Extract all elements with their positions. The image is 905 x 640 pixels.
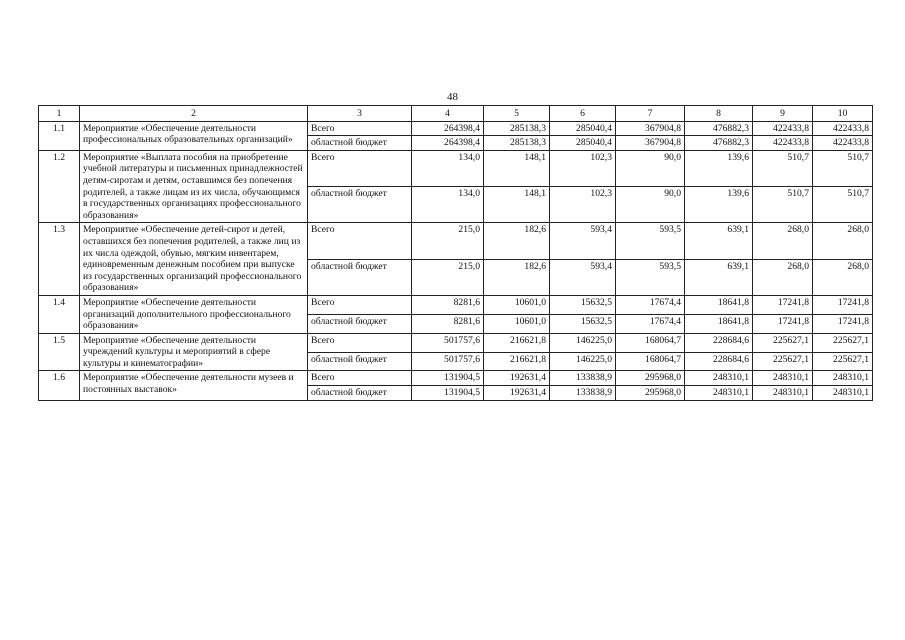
table-row [39,223,873,259]
activity-name-cell: Мероприятие «Обеспечение деятельности музеев и постоянных выставок» [80,371,308,400]
row-number-cell: 1.2 [39,150,80,223]
amount-cell: 593,4 [550,259,616,295]
amount-cell: 285138,3 [484,121,550,136]
column-header: 4 [412,106,484,122]
amount-cell: 248310,1 [685,386,753,401]
amount-cell: 248310,1 [753,371,813,386]
amount-cell: 422433,8 [753,121,813,136]
amount-cell: 102,3 [550,150,616,186]
row-number-cell: 1.1 [39,121,80,150]
amount-cell: 268,0 [753,223,813,259]
amount-cell: 215,0 [412,259,484,295]
amount-cell: 264398,4 [412,121,484,136]
amount-cell: 146225,0 [550,333,616,352]
amount-cell: 225627,1 [753,352,813,371]
budget-table [38,105,873,401]
amount-cell: 248310,1 [813,371,873,386]
amount-cell: 264398,4 [412,136,484,151]
column-header: 3 [308,106,412,122]
amount-cell: 15632,5 [550,295,616,314]
amount-cell: 90,0 [616,187,685,223]
amount-cell: 8281,6 [412,295,484,314]
amount-cell: 248310,1 [753,386,813,401]
funding-source-cell: Всего [308,371,412,386]
amount-cell: 225627,1 [813,352,873,371]
amount-cell: 248310,1 [685,371,753,386]
amount-cell: 295968,0 [616,386,685,401]
amount-cell: 422433,8 [813,121,873,136]
amount-cell: 639,1 [685,259,753,295]
amount-cell: 148,1 [484,187,550,223]
amount-cell: 102,3 [550,187,616,223]
amount-cell: 17241,8 [813,295,873,314]
table-row [39,371,873,386]
activity-name-cell: Мероприятие «Выплата пособия на приобретение учебной литературы и письменных принадлежностей детям-сиротам и детям, оставшимся без попечения родителей, а также лицам из их числа, обучающимся в государственных организациях профессионального образования» [80,150,308,223]
row-number-cell: 1.5 [39,333,80,371]
amount-cell: 295968,0 [616,371,685,386]
amount-cell: 148,1 [484,150,550,186]
activity-name-cell: Мероприятие «Обеспечение детей-сирот и детей, оставшихся без попечения родителей, а также лиц из их числа одеждой, обувью, мягким инвентарем, единовременным денежным пособием при выпуске из государственных организаций профессионального образования» [80,223,308,296]
amount-cell: 422433,8 [813,136,873,151]
amount-cell: 133838,9 [550,371,616,386]
column-header: 2 [80,106,308,122]
amount-cell: 216621,8 [484,352,550,371]
amount-cell: 248310,1 [813,386,873,401]
funding-source-cell: Всего [308,223,412,259]
amount-cell: 131904,5 [412,386,484,401]
amount-cell: 134,0 [412,150,484,186]
amount-cell: 367904,8 [616,121,685,136]
amount-cell: 168064,7 [616,333,685,352]
amount-cell: 225627,1 [753,333,813,352]
amount-cell: 17241,8 [753,314,813,333]
funding-source-cell: Всего [308,121,412,136]
amount-cell: 146225,0 [550,352,616,371]
row-number-cell: 1.6 [39,371,80,400]
column-header: 5 [484,106,550,122]
amount-cell: 8281,6 [412,314,484,333]
amount-cell: 139,6 [685,150,753,186]
amount-cell: 285040,4 [550,121,616,136]
amount-cell: 510,7 [813,187,873,223]
activity-name-cell: Мероприятие «Обеспечение деятельности учреждений культуры и мероприятий в сфере культуры и кинематографии» [80,333,308,371]
funding-source-cell: Всего [308,295,412,314]
amount-cell: 501757,6 [412,352,484,371]
amount-cell: 593,5 [616,259,685,295]
funding-source-cell: областной бюджет [308,136,412,151]
amount-cell: 228684,6 [685,333,753,352]
amount-cell: 228684,6 [685,352,753,371]
amount-cell: 15632,5 [550,314,616,333]
amount-cell: 182,6 [484,259,550,295]
amount-cell: 168064,7 [616,352,685,371]
amount-cell: 182,6 [484,223,550,259]
column-header: 10 [813,106,873,122]
amount-cell: 268,0 [813,223,873,259]
table-header-row [39,106,873,122]
page-number: 48 [447,91,458,103]
amount-cell: 639,1 [685,223,753,259]
amount-cell: 593,4 [550,223,616,259]
column-header: 8 [685,106,753,122]
amount-cell: 18641,8 [685,314,753,333]
amount-cell: 18641,8 [685,295,753,314]
funding-source-cell: Всего [308,150,412,186]
amount-cell: 422433,8 [753,136,813,151]
table-row [39,295,873,314]
amount-cell: 215,0 [412,223,484,259]
amount-cell: 501757,6 [412,333,484,352]
table-row [39,150,873,186]
table-row [39,333,873,352]
amount-cell: 510,7 [753,150,813,186]
amount-cell: 476882,3 [685,121,753,136]
amount-cell: 192631,4 [484,386,550,401]
amount-cell: 216621,8 [484,333,550,352]
amount-cell: 10601,0 [484,295,550,314]
funding-source-cell: областной бюджет [308,187,412,223]
row-number-cell: 1.3 [39,223,80,296]
amount-cell: 131904,5 [412,371,484,386]
amount-cell: 17241,8 [753,295,813,314]
column-header: 7 [616,106,685,122]
funding-source-cell: областной бюджет [308,314,412,333]
amount-cell: 10601,0 [484,314,550,333]
activity-name-cell: Мероприятие «Обеспечение деятельности профессиональных образовательных организаций» [80,121,308,150]
table-row [39,121,873,136]
amount-cell: 225627,1 [813,333,873,352]
amount-cell: 367904,8 [616,136,685,151]
amount-cell: 510,7 [813,150,873,186]
amount-cell: 17241,8 [813,314,873,333]
amount-cell: 133838,9 [550,386,616,401]
row-number-cell: 1.4 [39,295,80,333]
activity-name-cell: Мероприятие «Обеспечение деятельности организаций дополнительного профессионального образования» [80,295,308,333]
amount-cell: 17674,4 [616,314,685,333]
funding-source-cell: областной бюджет [308,259,412,295]
column-header: 1 [39,106,80,122]
amount-cell: 90,0 [616,150,685,186]
amount-cell: 17674,4 [616,295,685,314]
amount-cell: 285040,4 [550,136,616,151]
column-header: 6 [550,106,616,122]
amount-cell: 134,0 [412,187,484,223]
amount-cell: 285138,3 [484,136,550,151]
amount-cell: 268,0 [813,259,873,295]
funding-source-cell: областной бюджет [308,352,412,371]
funding-source-cell: Всего [308,333,412,352]
amount-cell: 510,7 [753,187,813,223]
funding-source-cell: областной бюджет [308,386,412,401]
amount-cell: 192631,4 [484,371,550,386]
column-header: 9 [753,106,813,122]
amount-cell: 139,6 [685,187,753,223]
amount-cell: 268,0 [753,259,813,295]
amount-cell: 476882,3 [685,136,753,151]
amount-cell: 593,5 [616,223,685,259]
